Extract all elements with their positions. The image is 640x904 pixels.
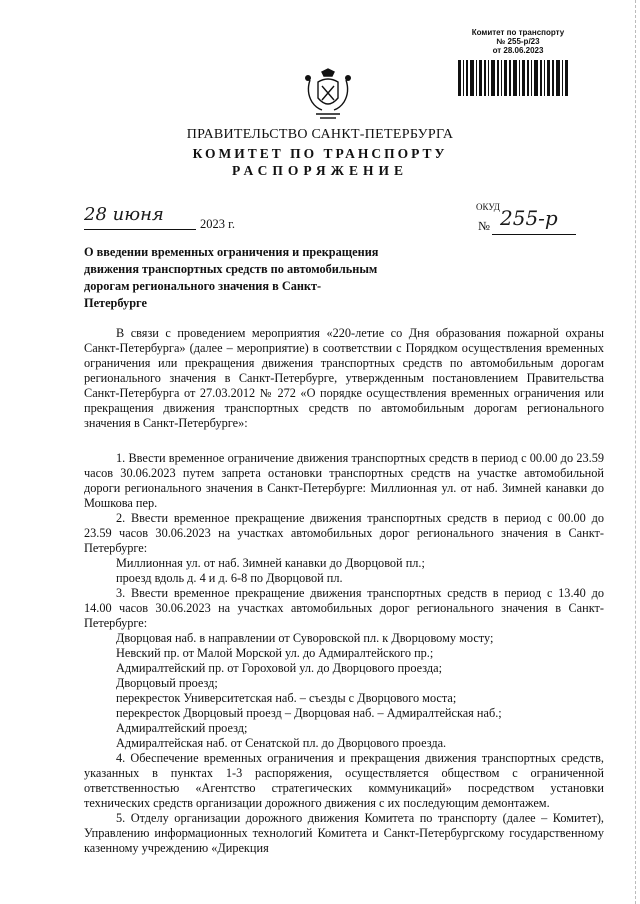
barcode-icon <box>458 60 570 96</box>
date-underline <box>84 229 196 230</box>
clause-3-item: перекресток Университетская наб. – съезды с Дворцового моста; <box>116 691 457 705</box>
clause-2-item: проезд вдоль д. 4 и д. 6-8 по Дворцовой пл. <box>116 571 343 585</box>
clause-1: 1. Ввести временное ограничение движения транспортных средств в период с 00.00 до 23.59 часов 30.06.2023 путем запрета остановки транспортных средств на участке автомобильной дороги регионального значения в Санкт-Петербурге: Миллионная ул. от наб. Зимней канавки до Мошкова пер. <box>84 451 604 510</box>
registration-stamp <box>463 28 573 55</box>
clause-3-item: Адмиралтейский пр. от Гороховой ул. до Дворцового проезда; <box>116 661 443 675</box>
scan-edge <box>632 0 636 904</box>
document-type: РАСПОРЯЖЕНИЕ <box>231 163 409 178</box>
clause-3-item: Адмиралтейский проезд; <box>116 721 248 735</box>
clause-3-item: Невский пр. от Малой Морской ул. до Адмиралтейского пр.; <box>116 646 434 660</box>
stamp-date: от 28.06.2023 <box>492 46 544 55</box>
number-sign: № <box>478 219 490 233</box>
clause-5: 5. Отделу организации дорожного движения Комитета по транспорту (далее – Комитет), Управлению информационных технологий Комитета и Санкт-Петербургскому государственному казенному учреждению «Дирекция <box>84 811 604 855</box>
clause-4: 4. Обеспечение временных ограничения и прекращения движения транспортных средств, указанных в пунктах 1-3 распоряжения, осуществляется обществом с ограниченной ответственностью «Агентство стратегических коммуникаций» посредством установки технических средств организации дорожного движения с их последующим демонтажем. <box>84 751 604 810</box>
clause-2-item: Миллионная ул. от наб. Зимней канавки до Дворцовой пл.; <box>116 556 425 570</box>
clause-3: 3. Ввести временное прекращение движения транспортных средств в период с 13.40 до 14.00 часов 30.06.2023 на участках автомобильных дорог регионального значения в Санкт-Петербурге: <box>84 586 604 630</box>
order-body <box>84 451 604 856</box>
intro-text: В связи с проведением мероприятия «220-летие со Дня образования пожарной охраны Санкт-Петербурга» (далее – мероприятие) в соответствии с Порядком осуществления временных ограничения или прекращения движения транспортных средств по автомобильным дорогам регионального значения в Санкт-Петербурге, утвержденным постановлением Правительства Санкт-Петербурга от 27.03.2012 № 272 «О порядке осуществления временных ограничения или прекращения движения транспортных средств по автомобильным дорогам регионального значения в Санкт-Петербурге»: <box>84 326 604 430</box>
handwritten-date: 28 июня <box>84 204 164 225</box>
government-title: ПРАВИТЕЛЬСТВО САНКТ-ПЕТЕРБУРГА <box>186 127 454 142</box>
clause-3-item: перекресток Дворцовый проезд – Дворцовая наб. – Адмиралтейская наб.; <box>116 706 502 720</box>
clause-3-item: Дворцовая наб. в направлении от Суворовской пл. к Дворцовому мосту; <box>116 631 494 645</box>
intro-paragraph <box>84 326 604 431</box>
number-underline <box>492 234 576 235</box>
stamp-number: № 255-р/23 <box>496 37 540 46</box>
document-subject: О введении временных ограничения и прекращения движения транспортных средств по автомобильным дорогам регионального значения в Санкт-Петербурге <box>84 245 379 310</box>
okud-label: ОКУД <box>476 202 500 212</box>
clause-3-item: Адмиралтейская наб. от Сенатской пл. до Дворцового проезда. <box>116 736 447 750</box>
handwritten-number: 255-р <box>500 206 558 230</box>
document-year: 2023 г. <box>200 217 235 231</box>
coat-of-arms-icon <box>302 68 354 122</box>
clause-3-item: Дворцовый проезд; <box>116 676 218 690</box>
clause-2: 2. Ввести временное прекращение движения транспортных средств в период с 00.00 до 23.59 часов 30.06.2023 на участках автомобильных дорог регионального значения в Санкт-Петербурге: <box>84 511 604 555</box>
stamp-org: Комитет по транспорту <box>471 28 565 37</box>
committee-title: КОМИТЕТ ПО ТРАНСПОРТУ <box>192 146 448 161</box>
